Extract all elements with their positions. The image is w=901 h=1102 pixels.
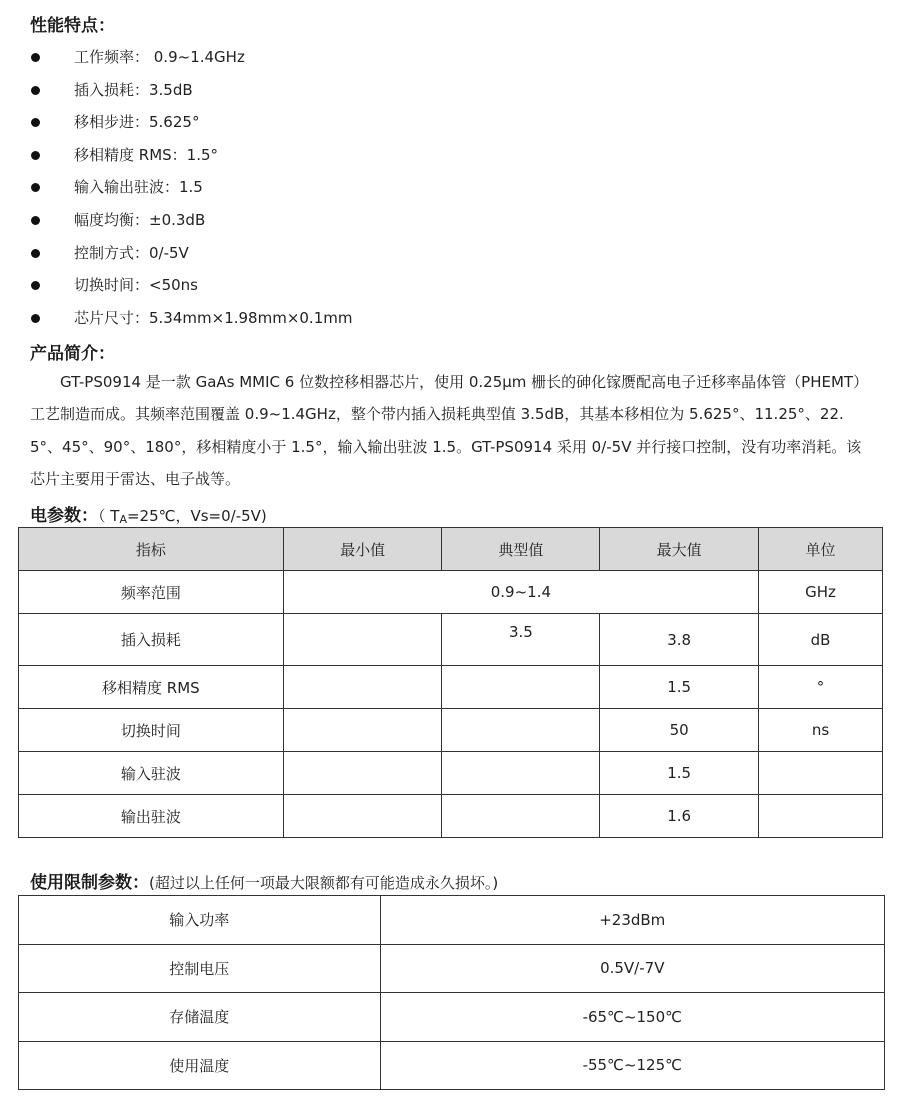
- min-cell: [283, 795, 442, 838]
- limits-note: (超过以上任何一项最大限额都有可能造成永久损坏。): [149, 874, 499, 892]
- max-cell: 1.6: [600, 795, 759, 838]
- bullet-icon: [31, 314, 40, 323]
- feature-text: 芯片尺寸：5.34mm×1.98mm×0.1mm: [74, 308, 353, 327]
- bullet-icon: [31, 86, 40, 95]
- feature-text: 幅度均衡：±0.3dB: [74, 210, 206, 229]
- list-item: [30, 106, 352, 139]
- unit-cell: dB: [759, 614, 883, 666]
- param-name-cell: 输入驻波: [19, 752, 284, 795]
- max-cell: 1.5: [600, 752, 759, 795]
- feature-text: 移相步进：5.625°: [74, 113, 200, 132]
- limit-name-cell: 存储温度: [19, 993, 381, 1042]
- feature-text: 切换时间：<50ns: [74, 276, 198, 295]
- list-item: [30, 204, 352, 237]
- electrical-heading: [30, 501, 267, 526]
- table-row: [19, 571, 883, 614]
- column-header: 指标: [19, 528, 284, 571]
- unit-cell: °: [759, 666, 883, 709]
- table-row: [19, 666, 883, 709]
- limit-value-cell: 0.5V/-7V: [380, 944, 884, 993]
- limits-table: [18, 895, 885, 1090]
- feature-text: 控制方式：0/-5V: [74, 243, 189, 262]
- limits-title: 使用限制参数：: [30, 873, 149, 893]
- list-item: [30, 237, 352, 270]
- intro-paragraph: GT-PS0914 是一款 GaAs MMIC 6 位数控移相器芯片，使用 0.25μm 栅长的砷化镓赝配高电子迁移率晶体管（PHEMT）工艺制造而成。其频率范围覆盖 0.9~1.4GHz，整个带内插入损耗典型值 3.5dB，其基本移相位为 5.625°、11.25°、22.5°、45°、90°、180°，移相精度小于 1.5°，输入输出驻波 1.5。GT-PS0914 采用 0/-5V 并行接口控制，没有功率消耗。该芯片主要用于雷达、电子战等。: [30, 373, 862, 489]
- list-item: [30, 171, 352, 204]
- unit-cell: [759, 752, 883, 795]
- unit-cell: [759, 795, 883, 838]
- limit-name-cell: 使用温度: [19, 1041, 381, 1090]
- param-name-cell: 插入损耗: [19, 614, 284, 666]
- typ-cell: [442, 752, 600, 795]
- max-cell: 1.5: [600, 666, 759, 709]
- bullet-icon: [31, 53, 40, 62]
- param-name-cell: 频率范围: [19, 571, 284, 614]
- limit-value-cell: +23dBm: [380, 896, 884, 945]
- param-name-cell: 切换时间: [19, 709, 284, 752]
- limits-heading: [30, 868, 498, 893]
- param-name-cell: 输出驻波: [19, 795, 284, 838]
- column-header: 单位: [759, 528, 883, 571]
- max-cell: 3.8: [600, 614, 759, 666]
- min-cell: [283, 666, 442, 709]
- features-heading: 性能特点：: [30, 16, 115, 36]
- list-item: [30, 302, 352, 335]
- typ-cell: [442, 666, 600, 709]
- column-header: 最大值: [600, 528, 759, 571]
- min-cell: [283, 709, 442, 752]
- table-row: [19, 795, 883, 838]
- electrical-title: 电参数：: [30, 506, 98, 526]
- feature-text: 工作频率： 0.9~1.4GHz: [74, 48, 245, 66]
- unit-cell: GHz: [759, 571, 883, 614]
- conditions-note: [98, 507, 267, 525]
- min-cell: [283, 752, 442, 795]
- min-cell: [283, 614, 442, 666]
- feature-text: 移相精度 RMS：1.5°: [74, 145, 219, 164]
- table-row: [19, 944, 885, 993]
- electrical-table: [18, 527, 883, 838]
- limit-value-cell: -55℃~125℃: [380, 1041, 884, 1090]
- table-row: [19, 709, 883, 752]
- features-list: [30, 41, 352, 334]
- range-cell: 0.9~1.4: [283, 571, 758, 614]
- column-header: 典型值: [442, 528, 600, 571]
- conditions-subscript: A: [119, 513, 127, 526]
- feature-text: 输入输出驻波：1.5: [74, 178, 203, 197]
- limit-name-cell: 控制电压: [19, 944, 381, 993]
- unit-cell: ns: [759, 709, 883, 752]
- column-header: 最小值: [283, 528, 442, 571]
- table-row: [19, 752, 883, 795]
- table-row: [19, 993, 885, 1042]
- typ-cell: 3.5: [442, 614, 600, 666]
- bullet-icon: [31, 151, 40, 160]
- limit-value-cell: -65℃~150℃: [380, 993, 884, 1042]
- bullet-icon: [31, 249, 40, 258]
- table-header-row: [19, 528, 883, 571]
- conditions-prefix: （ T: [98, 507, 120, 525]
- table-row: [19, 1041, 885, 1090]
- list-item: [30, 74, 352, 107]
- param-name-cell: 移相精度 RMS: [19, 666, 284, 709]
- max-cell: 50: [600, 709, 759, 752]
- table-row: [19, 614, 883, 666]
- bullet-icon: [31, 216, 40, 225]
- list-item: [30, 269, 352, 302]
- table-row: [19, 896, 885, 945]
- bullet-icon: [31, 183, 40, 192]
- intro-heading: 产品简介：: [30, 344, 115, 364]
- list-item: [30, 41, 352, 74]
- typ-cell: [442, 709, 600, 752]
- limit-name-cell: 输入功率: [19, 896, 381, 945]
- list-item: [30, 139, 352, 172]
- feature-text: 插入损耗：3.5dB: [74, 80, 193, 99]
- bullet-icon: [31, 118, 40, 127]
- bullet-icon: [31, 281, 40, 290]
- typ-cell: [442, 795, 600, 838]
- conditions-suffix: =25℃，Vs=0/-5V): [126, 507, 267, 525]
